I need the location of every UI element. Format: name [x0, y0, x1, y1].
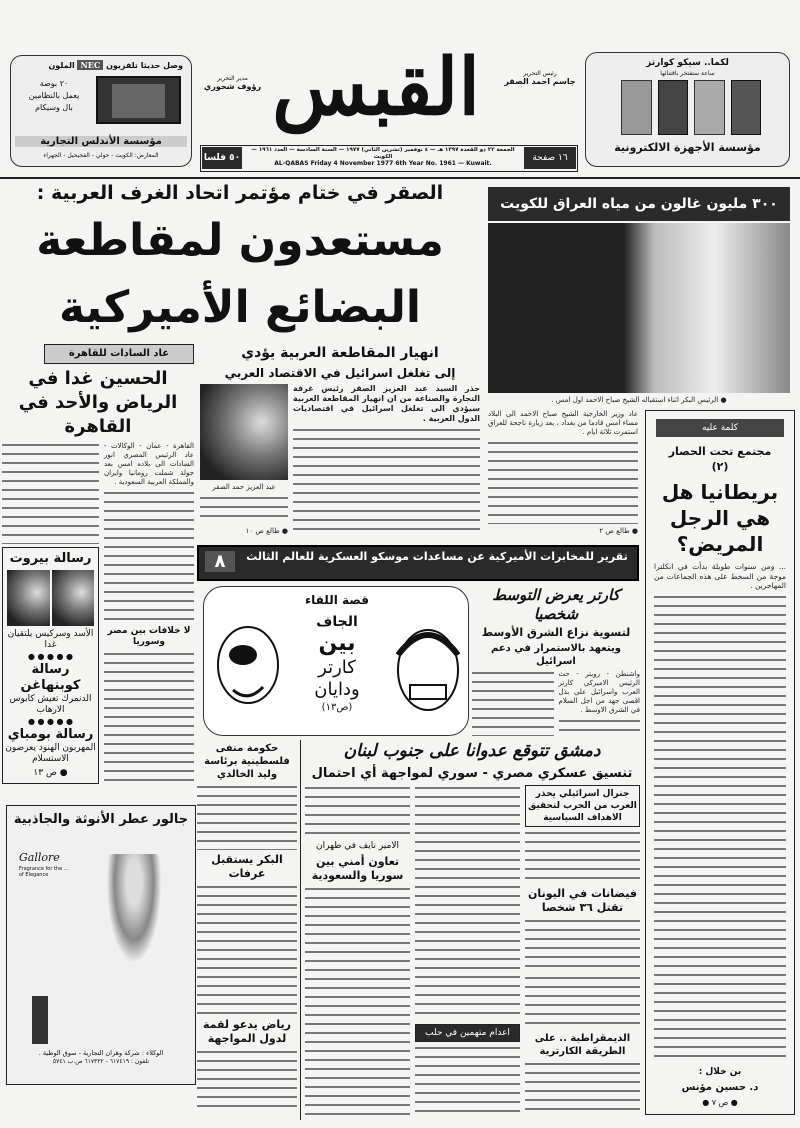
cartoon-title: قصة اللقاء	[305, 593, 369, 607]
copenhagen-letter-title: رسالة كوبنهاغن	[20, 662, 81, 693]
main-subhead-1: انهيار المقاطعة العربية يؤدي	[241, 345, 439, 361]
masthead-logo: القبس	[272, 42, 480, 133]
page-count: ١٦ صفحة	[524, 147, 576, 169]
bakr-arafat-body	[197, 884, 297, 1015]
bombay-letter-title: رسالة بومباي	[7, 727, 94, 742]
letters-page-ref: ● ص ١٣	[33, 768, 68, 778]
column-page-ref: ● ص ٧ ●	[702, 1098, 738, 1107]
carter-body-2	[472, 670, 554, 736]
main-body-text-2	[200, 495, 288, 524]
seiko-ad-company: مؤسسة الأجهزة الالكترونية	[614, 141, 761, 154]
watches-illustration	[621, 80, 761, 135]
nec-ad-systems: يعمل بالنظامين	[28, 91, 80, 100]
managing-editor: رؤوف شحوري	[203, 82, 262, 91]
carter-lead: واشنطن - رويتر - حث الرئيس الاميركي كارتر العرب واسرائيل على بذل اقصى جهد من اجل السلام في الشرق الاوسط .	[558, 670, 640, 714]
column-lead: ... ومن سنوات طويلة بدأت في انكلترا موجة من السخط على هذه الجماعات من المهاجرين .	[654, 562, 786, 590]
column-kicker: مجتمع تحت الحصار (٢)	[668, 445, 772, 473]
aleppo-body	[415, 1045, 520, 1115]
iraq-body-text	[488, 440, 638, 524]
beirut-letter-title: رسالة بيروت	[9, 551, 92, 566]
hussein-body	[104, 490, 194, 623]
nec-logo: NEC	[77, 60, 103, 70]
damascus-story	[304, 740, 640, 1115]
main-subhead-2: إلى تغلغل اسرائيل في الاقتصاد العربي	[224, 366, 456, 380]
cia-report-headline: تقرير للمخابرات الأميركية عن مساعدات موسكو العسكرية للعالم الثالث	[246, 550, 628, 563]
democracy-body	[525, 1061, 640, 1115]
nec-ad-title: وصل حديثا تلفزيون	[106, 61, 183, 70]
editor-in-chief: جاسم احمد الصقر	[504, 77, 576, 86]
exile-government-headline: حكومة منفى فلسطينية برئاسة وليد الخالدي	[204, 743, 290, 780]
bombay-letter-sub: المهربون الهنود يعرضون الاستسلام	[5, 743, 96, 764]
gallore-agent: الوكلاء : شركة وهران التجارية - سوق الوطية .	[38, 1049, 164, 1057]
iraq-story-text	[488, 410, 638, 536]
date-arabic: الجمعة ٢٢ ذو القعدة ١٣٩٧ هـ — ٤ نوفمبر (تشرين الثاني) ١٩٧٧ — السنة السادسة — العدد ١٩٦١ — الكويت	[251, 147, 515, 160]
tv-illustration	[96, 76, 181, 124]
saqr-photo-caption: عبد العزيز حمد الصقر	[212, 483, 276, 491]
column-divider	[300, 740, 301, 1120]
cartoon-word-between: بين	[318, 631, 356, 656]
editor-in-chief-label: رئيس التحرير	[523, 70, 557, 77]
saqr-story	[200, 344, 480, 536]
managing-editor-label: مدير التحرير	[217, 75, 248, 82]
iraq-water-headline: ٣٠٠ مليون غالون من مياه العراق للكويت	[488, 187, 790, 221]
riad-summit-body	[197, 1049, 297, 1115]
egypt-syria-subhead: لا خلافات بين مصر وسوريا	[107, 626, 191, 647]
dayan-caricature	[210, 615, 284, 725]
copenhagen-letter-sub: الدنمرك تعيش كابوس الارهاب	[9, 694, 92, 715]
dateline-bar	[200, 145, 578, 172]
letters-box: رسالة بيروت الأسد وسركيس يلتقيان غدا ● ● ● ● ● رسالة كوبنهاغن الدنمرك تعيش كابوس الارهاب ● ● ● ● ● رسالة بومباي المهربون الهنود يعرضون الاستسلام ● ص ١٣	[2, 547, 99, 784]
seiko-ad-title: لكما.. سيكو كوارتز	[646, 58, 729, 68]
assad-sarkis-photo	[7, 570, 94, 626]
iraq-lead: عاد وزير الخارجية الشيخ صباح الاحمد الى البلاد مساء امس قادما من بغداد ، بعد زيارة ناجحة للعراق استمرت ثلاثة ايام .	[488, 410, 638, 436]
bakr-sabah-photo	[488, 223, 790, 393]
opinion-column	[645, 410, 795, 1115]
column-author: د. حسين مؤنس	[681, 1082, 759, 1093]
column-label: كلمة عليه	[656, 419, 784, 437]
seiko-watch-ad	[585, 52, 790, 167]
carter-subhead-1: لتسوية نزاع الشرق الأوسط	[481, 626, 631, 639]
iran-body	[305, 886, 410, 1115]
israeli-general-box: جنرال اسرائيلي يحذر العرب من الحرب لتحقيق الاهداف السياسية	[525, 785, 640, 827]
column-body	[654, 594, 786, 1064]
seiko-ad-subtitle: ساعة ستفتخر باقتنائها	[660, 70, 715, 77]
israeli-general-body	[525, 830, 640, 884]
democracy-headline: الديمقراطية .. على الطريقة الكارترية	[534, 1033, 631, 1057]
carter-story	[472, 586, 640, 736]
iraq-continued: ● طالع ص ٢	[599, 527, 638, 535]
gallore-ad-title: جالور عطر الأنوثة والجاذبية	[13, 812, 189, 827]
iran-kicker: الامير نايف في طهران	[316, 841, 399, 851]
gallore-brand: Gallore	[19, 851, 60, 864]
cia-report-page: ٨	[205, 551, 235, 572]
saqr-photo	[200, 384, 288, 480]
nec-ad-standards: بال وسيكام	[35, 103, 73, 112]
beirut-letter-sub: الأسد وسركيس يلتقيان غدا	[7, 629, 94, 650]
greece-floods-body	[525, 918, 640, 972]
main-kicker: الصقر في ختام مؤتمر اتحاد الغرف العربية :	[36, 182, 444, 204]
cartoon-page-ref: (ص١٣)	[321, 702, 353, 713]
nec-tv-ad	[10, 55, 192, 167]
damascus-body-1	[305, 785, 410, 837]
cartoon-box	[203, 586, 469, 736]
gallore-phones: تلفون : ٦١٧٤١٩ - ٦١٧٣٣٢ ص.ب ٥٧٤١	[52, 1058, 150, 1065]
damascus-subhead: تنسيق عسكري مصري - سوري لمواجهة أي احتمال	[311, 766, 633, 781]
masthead-divider	[0, 177, 800, 179]
gallore-tagline: Fragrance for the ... of Elegance	[19, 866, 69, 878]
sadat-returned-box: عاد السادات للقاهرة	[44, 344, 194, 364]
cartoon-word-carter: كارتر	[318, 657, 356, 678]
iran-headline: تعاون أمني بين سوريا والسعودية	[311, 855, 404, 882]
date-english: AL-QABAS Friday 4 November 1977 6th Year No. 1961 — Kuwait.	[274, 160, 492, 167]
exile-government-body	[197, 784, 297, 850]
bakr-arafat-headline: البكر يستقبل عرفات	[211, 852, 283, 880]
greece-floods-headline: فيضانات في اليونان تقتل ٣٦ شخصا	[528, 887, 637, 914]
damascus-body-2	[415, 785, 520, 1021]
nec-ad-branches: المعارض: الكويت - حولي - الفحيحيل - الجهراء	[43, 152, 159, 159]
main-lead: حذر السيد عبد العزيز الصقر رئيس غرفة التجارة والصناعة من ان انهيار المقاطعة العربية سيؤدي الى تغلغل اسرائيل في اقتصاديات الدول العربية .	[293, 384, 480, 423]
nec-ad-color: الملون	[48, 61, 75, 70]
main-body-text	[293, 427, 480, 536]
carter-headline: كارتر يعرض التوسط شخصيا	[492, 586, 620, 623]
column-byline-label: بن خلال :	[698, 1067, 742, 1077]
riad-summit-headline: رياض يدعو لقمة لدول المواجهة	[202, 1017, 292, 1045]
left-column	[2, 344, 194, 784]
gallore-perfume-ad	[6, 805, 196, 1085]
nec-ad-size: ٢٠ بوصة	[39, 79, 69, 88]
main-headline-line-2: البضائع الأميركية	[59, 282, 421, 333]
carter-caricature	[390, 615, 466, 725]
damascus-headline: دمشق تتوقع عدوانا على جنوب لبنان	[343, 741, 601, 761]
perfume-bottle	[32, 996, 48, 1044]
nec-ad-company: مؤسسة الأندلس التجارية	[15, 136, 187, 147]
hussein-headline: الحسين غدا في الرياض والأحد في القاهرة	[18, 368, 178, 437]
cartoon-word-cold: الجاف	[316, 614, 358, 630]
carter-subhead-2: ويتعهد بالاستمرار في دعم اسرائيل	[491, 643, 621, 667]
main-continued: ● طالع ص ١٠	[245, 527, 288, 535]
hussein-lead: القاهرة - عمان - الوكالات - عاد الرئيس المصري انور السادات الى بلاده امس بعد جولة شملت رومانيا وايران والمملكة العربية السعودية .	[104, 442, 194, 486]
column-title: بريطانيا هل هي الرجل المريض؟	[661, 480, 779, 556]
hussein-body-2	[2, 442, 99, 544]
iraq-photo-caption: ● الرئيس البكر اثناء استقباله الشيخ صباح الاحمد اول امس .	[551, 396, 727, 404]
aleppo-box-title: اعدام متهمين في حلب	[415, 1024, 520, 1042]
woman-illustration	[79, 854, 189, 1044]
carter-continued-body	[525, 975, 640, 1029]
main-headline-line-1: مستعدون لمقاطعة	[36, 215, 444, 266]
cia-report-banner	[197, 545, 639, 581]
carter-body	[559, 718, 641, 736]
price: ٥٠ فلسا	[202, 147, 242, 169]
cartoon-word-dayan: ودايان	[314, 679, 360, 700]
egypt-syria-body	[104, 651, 194, 784]
mid-left-column	[197, 742, 297, 1114]
